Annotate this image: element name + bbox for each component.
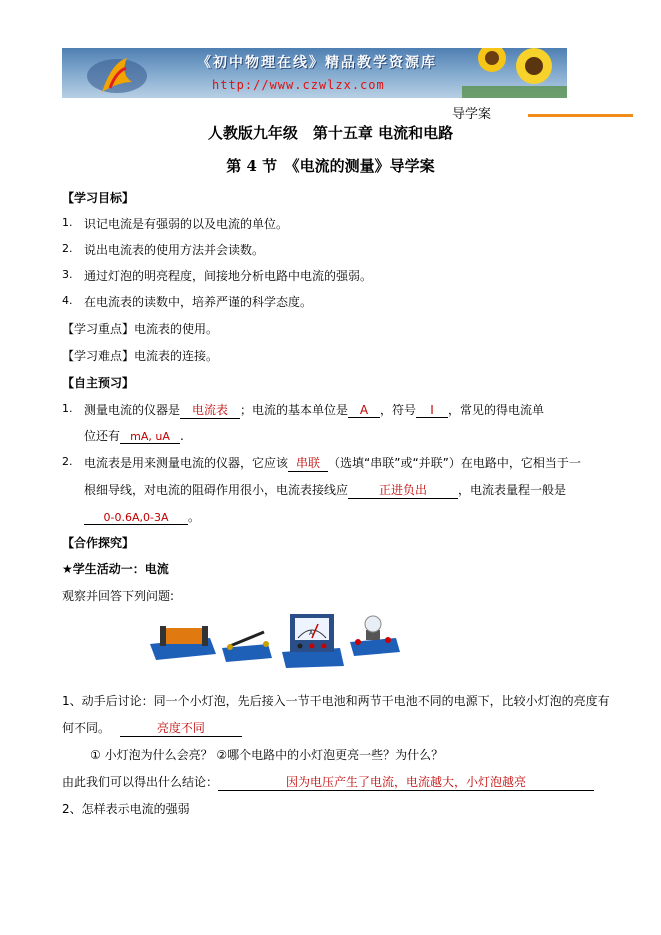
objectives-heading: 【学习目标】 bbox=[62, 191, 135, 205]
q2-answer-range[interactable]: 0-0.6A,0-3A bbox=[84, 511, 188, 525]
objective-num: 4. bbox=[62, 294, 73, 307]
banner-title: 《初中物理在线》精品教学资源库 bbox=[197, 55, 437, 71]
question-num: 2. bbox=[62, 455, 73, 468]
q1-answer-symbol[interactable]: I bbox=[416, 403, 448, 418]
key-point: 【学习重点】电流表的使用。 bbox=[62, 322, 219, 336]
q1-text: 位还有 bbox=[84, 429, 121, 443]
objective-num: 1. bbox=[62, 216, 73, 229]
activity-heading: ★学生活动一：电流 bbox=[62, 562, 169, 576]
discussion-sub-question: ① 小灯泡为什么会亮？ ②哪个电路中的小灯泡更亮一些？为什么？ bbox=[90, 748, 444, 762]
header-banner bbox=[62, 48, 567, 98]
ammeter-icon bbox=[282, 614, 344, 668]
conclusion-answer[interactable]: 因为电压产生了电流，电流越大，小灯泡越亮 bbox=[218, 773, 594, 791]
q2-text: 。 bbox=[188, 510, 201, 524]
q2-answer-connection[interactable]: 串联 bbox=[288, 454, 328, 472]
switch-icon bbox=[222, 632, 272, 662]
battery-icon bbox=[150, 626, 216, 660]
discussion-conclusion bbox=[62, 773, 594, 791]
doc-tag: 导学案 bbox=[452, 107, 492, 122]
logo-icon bbox=[82, 52, 152, 96]
cooperation-heading: 【合作探究】 bbox=[62, 536, 135, 550]
q2-text: 电流表是用来测量电流的仪器，它应该 bbox=[84, 456, 289, 470]
q1-text: ，常见的得电流单 bbox=[448, 403, 545, 417]
q2-text: （选填“串联”或“并联”）在电路中，它相当于一 bbox=[328, 456, 581, 470]
discussion-q1-line2 bbox=[62, 719, 242, 737]
q2-text: 根细导线，对电流的阻碍作用很小，电流表接线应 bbox=[84, 483, 349, 497]
preview-q1-line2 bbox=[84, 427, 184, 444]
q2-answer-terminals[interactable]: 正进负出 bbox=[348, 481, 458, 499]
section-title: 第 4 节 《电流的测量》导学案 bbox=[226, 157, 435, 175]
objective-item: 说出电流表的使用方法并会读数。 bbox=[84, 243, 265, 257]
preview-q2-line2 bbox=[84, 481, 566, 499]
objective-item: 识记电流是有强弱的以及电流的单位。 bbox=[84, 217, 289, 231]
instruction-text: 观察并回答下列问题: bbox=[62, 589, 175, 603]
discussion-q2: 2、怎样表示电流的强弱 bbox=[62, 802, 190, 816]
q1-answer-other-units[interactable]: mA, uA bbox=[120, 430, 180, 444]
chapter-title: 人教版九年级 第十五章 电流和电路 bbox=[207, 124, 454, 142]
accent-line bbox=[528, 114, 633, 117]
q1-text: . bbox=[180, 429, 184, 443]
difficulty-point: 【学习难点】电流表的连接。 bbox=[62, 349, 219, 363]
preview-q1-line1 bbox=[84, 401, 544, 419]
preview-q2-line3 bbox=[84, 508, 200, 525]
bulb-holder-icon bbox=[350, 616, 400, 656]
preview-q2-line1 bbox=[84, 454, 581, 472]
q2-text: ，电流表量程一般是 bbox=[458, 483, 567, 497]
question-num: 1. bbox=[62, 402, 73, 415]
q1-text: ，符号 bbox=[380, 403, 417, 417]
svg-text:A: A bbox=[309, 630, 314, 637]
preview-heading: 【自主预习】 bbox=[62, 376, 135, 390]
objective-item: 通过灯泡的明亮程度，间接地分析电路中电流的强弱。 bbox=[84, 269, 373, 283]
discussion-q1-line1: 1、动手后讨论：同一个小灯泡，先后接入一节干电池和两节干电池不同的电源下，比较小灯泡的亮度有 bbox=[62, 694, 610, 708]
banner-url[interactable]: http://www.czwlzx.com bbox=[212, 78, 385, 92]
q1-text: 何不同。 bbox=[62, 721, 111, 735]
objective-item: 在电流表的读数中，培养严谨的科学态度。 bbox=[84, 295, 313, 309]
circuit-apparatus-illustration bbox=[150, 604, 400, 669]
objective-num: 3. bbox=[62, 268, 73, 281]
q1-text: 测量电流的仪器是 bbox=[84, 403, 181, 417]
discussion-q1-answer[interactable]: 亮度不同 bbox=[120, 719, 242, 737]
objective-num: 2. bbox=[62, 242, 73, 255]
conclusion-label: 由此我们可以得出什么结论： bbox=[62, 775, 219, 789]
q1-answer-instrument[interactable]: 电流表 bbox=[180, 401, 240, 419]
q1-text: ；电流的基本单位是 bbox=[240, 403, 349, 417]
sunflower-icon bbox=[462, 48, 567, 98]
q1-answer-unit[interactable]: A bbox=[348, 403, 380, 418]
